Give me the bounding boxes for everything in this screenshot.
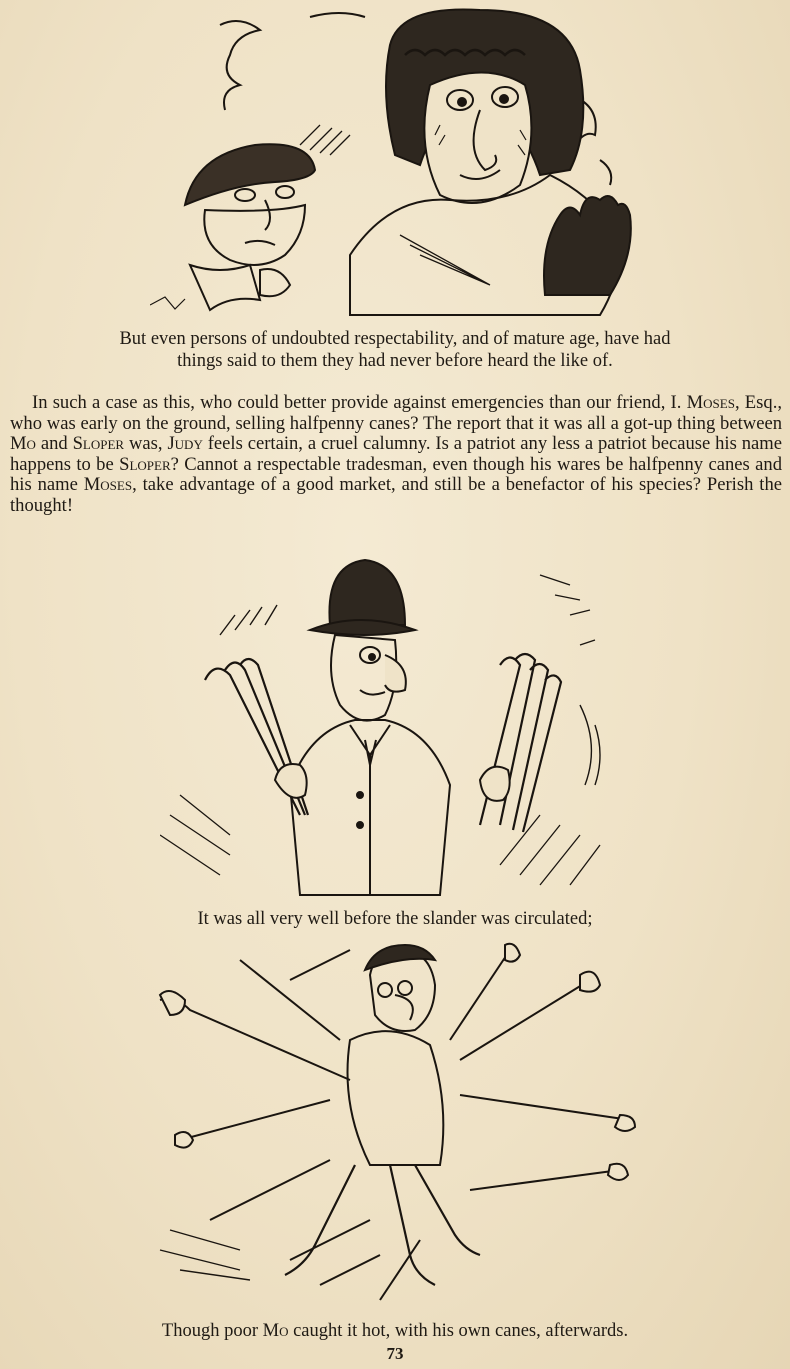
paragraph-text: was,	[124, 433, 168, 454]
name-judy: Judy	[167, 433, 203, 454]
paragraph-text: , take advantage of a good market, and still be a benefactor of his species? Perish the thought!	[10, 474, 782, 516]
caption-1	[0, 328, 790, 372]
caption-3-text: caught it hot, with his own canes, afterwards.	[288, 1321, 629, 1341]
caption-3	[0, 1320, 790, 1342]
name-mo: Mo	[262, 1321, 289, 1341]
caption-1-line-2: things said to them they had never before heard the like of.	[177, 351, 613, 371]
name-sloper: Sloper	[72, 433, 125, 454]
caption-3-text: Though poor	[161, 1321, 263, 1341]
caption-1-line-1: But even persons of undoubted respectability, and of mature age, have had	[119, 329, 671, 349]
paragraph-text: feels certain, a cruel calumny. Is a patriot any less a patriot because his name happens to be	[10, 433, 782, 475]
name-mo: Mo	[10, 433, 36, 454]
illustration-mo-beaten-with-canes	[150, 940, 650, 1318]
caption-2	[0, 908, 790, 930]
caption-2-line-1: It was all very well before the slander was circulated;	[197, 909, 593, 929]
page-number: 73	[386, 1344, 404, 1363]
paragraph-text: and	[35, 433, 73, 454]
illustration-boy-and-old-woman	[150, 5, 650, 323]
name-moses: Moses	[686, 392, 735, 413]
name-moses: Moses	[83, 474, 133, 495]
illustration-man-with-canes	[160, 555, 630, 900]
paragraph-text: ? Cannot a respectable tradesman, even though his wares be halfpenny canes and his name	[10, 453, 782, 495]
bleed-through-text	[640, 0, 790, 60]
paragraph-text: , Esq., who was early on the ground, selling halfpenny canes? The report that it was all a got-up thing between	[10, 392, 782, 434]
paragraph-text: In such a case as this, who could better provide against emergencies than our friend, I.	[32, 392, 687, 413]
body-paragraph	[10, 393, 782, 516]
name-sloper: Sloper	[119, 453, 171, 475]
